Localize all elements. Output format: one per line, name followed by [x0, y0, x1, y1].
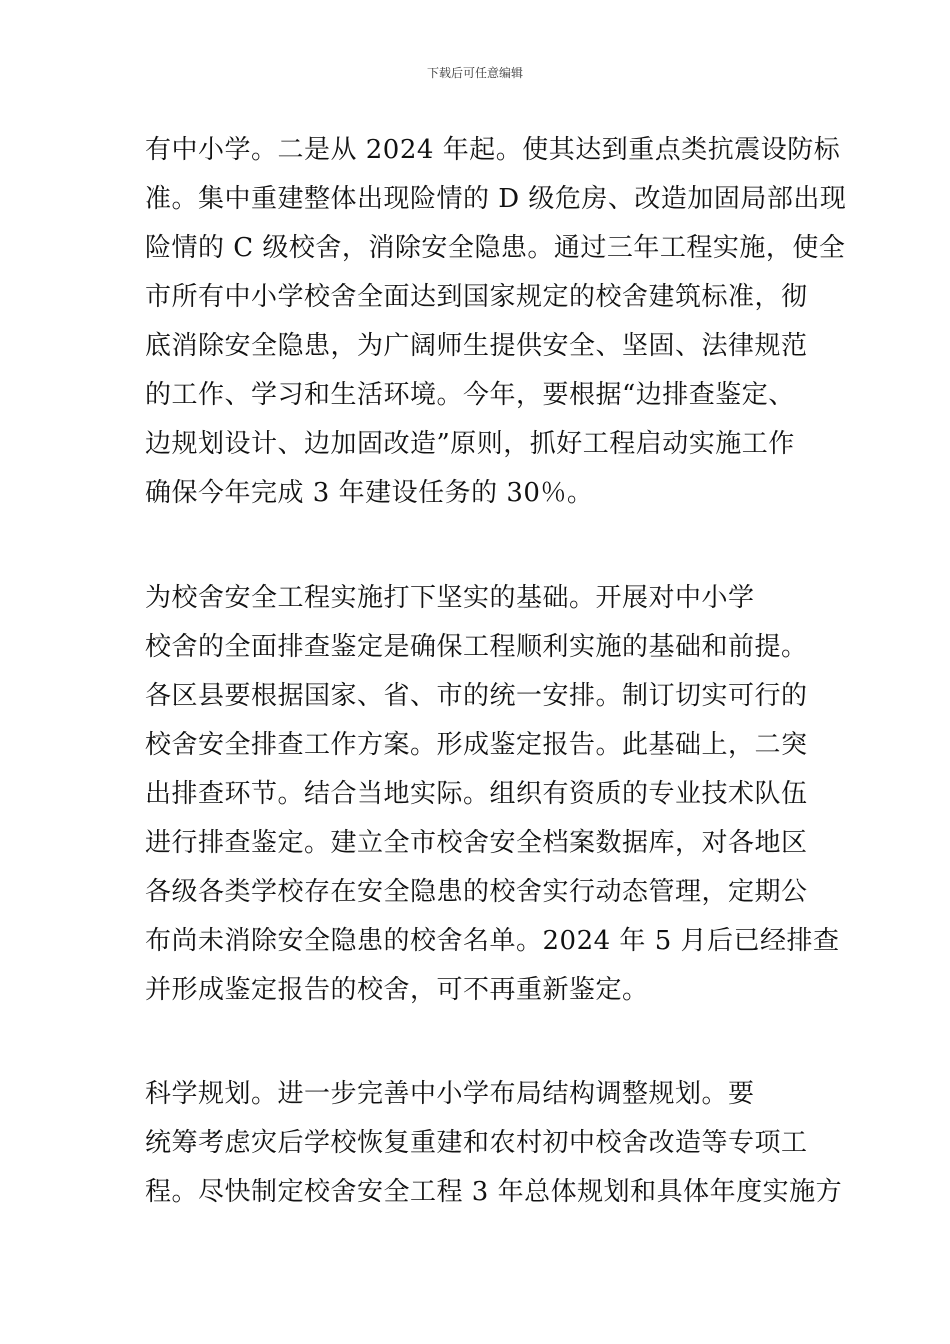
- text-line: 市所有中小学校舍全面达到国家规定的校舍建筑标准，彻: [145, 282, 808, 312]
- text-line: 底消除安全隐患，为广阔师生提供安全、坚固、法律规范: [145, 331, 808, 361]
- text-line: 进行排查鉴定。建立全市校舍安全档案数据库，对各地区: [145, 828, 808, 858]
- text-line: 准。集中重建整体出现险情的 D 级危房、改造加固局部出现: [145, 184, 847, 214]
- text-line: 为校舍安全工程实施打下坚实的基础。开展对中小学: [145, 583, 755, 613]
- paragraph-2: [145, 574, 840, 1015]
- text-line: 各级各类学校存在安全隐患的校舍实行动态管理，定期公: [145, 877, 808, 907]
- text-line: 布尚未消除安全隐患的校舍名单。2024 年 5 月后已经排查: [145, 926, 840, 956]
- text-line: 确保今年完成 3 年建设任务的 30％。: [145, 478, 594, 508]
- text-line: 的工作、学习和生活环境。今年，要根据“边排查鉴定、: [145, 380, 795, 410]
- page-header-note: 下载后可任意编辑: [426, 66, 523, 80]
- text-line: 统筹考虑灾后学校恢复重建和农村初中校舍改造等专项工: [145, 1128, 808, 1158]
- text-line: 边规划设计、边加固改造”原则，抓好工程启动实施工作: [145, 429, 795, 459]
- text-line: 有中小学。二是从 2024 年起。使其达到重点类抗震设防标: [145, 135, 841, 165]
- text-line: 出排查环节。结合当地实际。组织有资质的专业技术队伍: [145, 779, 808, 809]
- text-line: 校舍的全面排查鉴定是确保工程顺利实施的基础和前提。: [145, 632, 808, 662]
- paragraph-1: [145, 126, 847, 518]
- text-line: 校舍安全排查工作方案。形成鉴定报告。此基础上，二突: [145, 730, 808, 760]
- text-line: 并形成鉴定报告的校舍，可不再重新鉴定。: [145, 975, 649, 1005]
- text-line: 险情的 C 级校舍，消除安全隐患。通过三年工程实施，使全: [145, 233, 846, 263]
- text-line: 各区县要根据国家、省、市的统一安排。制订切实可行的: [145, 681, 808, 711]
- paragraph-3: [145, 1070, 843, 1217]
- text-line: 科学规划。进一步完善中小学布局结构调整规划。要: [145, 1079, 755, 1109]
- text-line: 程。尽快制定校舍安全工程 3 年总体规划和具体年度实施方: [145, 1177, 843, 1207]
